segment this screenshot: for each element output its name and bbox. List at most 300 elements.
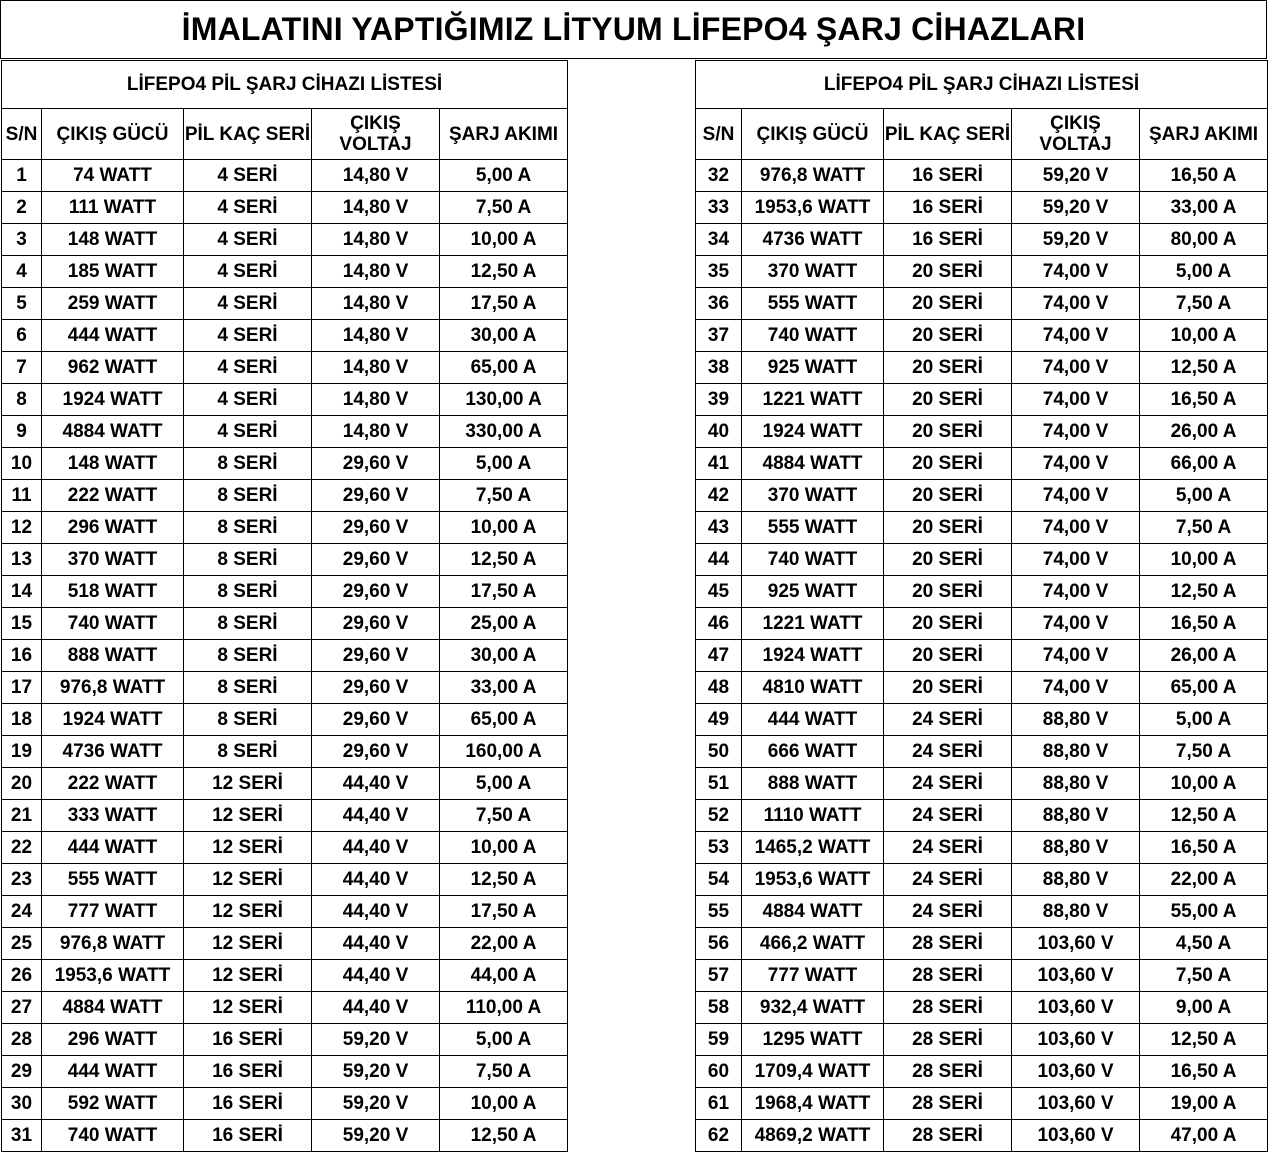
cell-charge-current: 47,00 A xyxy=(1140,1120,1268,1152)
table-row xyxy=(2,768,568,800)
cell-output-voltage: 29,60 V xyxy=(312,512,440,544)
table-row xyxy=(696,1024,1268,1056)
cell-cell-series: 12 SERİ xyxy=(184,960,312,992)
cell-sn: 52 xyxy=(696,800,742,832)
column-header-output-power: ÇIKIŞ GÜCÜ xyxy=(42,109,184,160)
column-header-output-voltage: ÇIKIŞ VOLTAJ xyxy=(1012,109,1140,160)
table-row xyxy=(2,480,568,512)
cell-output-power: 555 WATT xyxy=(42,864,184,896)
cell-output-power: 148 WATT xyxy=(42,224,184,256)
cell-cell-series: 12 SERİ xyxy=(184,928,312,960)
cell-output-voltage: 14,80 V xyxy=(312,384,440,416)
cell-output-voltage: 29,60 V xyxy=(312,576,440,608)
cell-cell-series: 20 SERİ xyxy=(884,352,1012,384)
cell-sn: 27 xyxy=(2,992,42,1024)
cell-charge-current: 12,50 A xyxy=(1140,800,1268,832)
cell-sn: 35 xyxy=(696,256,742,288)
table-row xyxy=(696,352,1268,384)
table-row xyxy=(2,256,568,288)
cell-sn: 12 xyxy=(2,512,42,544)
cell-output-voltage: 74,00 V xyxy=(1012,672,1140,704)
cell-output-voltage: 14,80 V xyxy=(312,224,440,256)
cell-charge-current: 7,50 A xyxy=(1140,736,1268,768)
table-row xyxy=(2,672,568,704)
cell-output-voltage: 103,60 V xyxy=(1012,960,1140,992)
cell-output-power: 444 WATT xyxy=(42,832,184,864)
cell-output-power: 1953,6 WATT xyxy=(742,864,884,896)
cell-output-power: 333 WATT xyxy=(42,800,184,832)
cell-output-power: 1924 WATT xyxy=(42,704,184,736)
cell-cell-series: 28 SERİ xyxy=(884,1024,1012,1056)
cell-sn: 58 xyxy=(696,992,742,1024)
cell-charge-current: 33,00 A xyxy=(440,672,568,704)
cell-cell-series: 28 SERİ xyxy=(884,928,1012,960)
cell-output-power: 962 WATT xyxy=(42,352,184,384)
cell-cell-series: 8 SERİ xyxy=(184,736,312,768)
cell-output-voltage: 29,60 V xyxy=(312,608,440,640)
cell-output-voltage: 59,20 V xyxy=(312,1024,440,1056)
cell-output-power: 111 WATT xyxy=(42,192,184,224)
cell-sn: 53 xyxy=(696,832,742,864)
table-row xyxy=(2,576,568,608)
cell-cell-series: 8 SERİ xyxy=(184,576,312,608)
cell-cell-series: 28 SERİ xyxy=(884,1056,1012,1088)
cell-output-voltage: 88,80 V xyxy=(1012,704,1140,736)
cell-charge-current: 5,00 A xyxy=(440,768,568,800)
cell-output-voltage: 74,00 V xyxy=(1012,512,1140,544)
cell-charge-current: 5,00 A xyxy=(440,1024,568,1056)
column-header-charge-current: ŞARJ AKIMI xyxy=(440,109,568,160)
cell-output-voltage: 74,00 V xyxy=(1012,352,1140,384)
column-header-sn: S/N xyxy=(696,109,742,160)
cell-sn: 19 xyxy=(2,736,42,768)
cell-charge-current: 10,00 A xyxy=(1140,768,1268,800)
column-header-cell-series: PİL KAÇ SERİ xyxy=(884,109,1012,160)
table-row xyxy=(696,224,1268,256)
cell-cell-series: 16 SERİ xyxy=(184,1056,312,1088)
cell-charge-current: 10,00 A xyxy=(440,1088,568,1120)
cell-cell-series: 24 SERİ xyxy=(884,704,1012,736)
cell-sn: 36 xyxy=(696,288,742,320)
table-row xyxy=(2,224,568,256)
cell-output-power: 444 WATT xyxy=(42,1056,184,1088)
cell-charge-current: 9,00 A xyxy=(1140,992,1268,1024)
cell-sn: 1 xyxy=(2,160,42,192)
table-row xyxy=(696,416,1268,448)
cell-charge-current: 44,00 A xyxy=(440,960,568,992)
cell-cell-series: 24 SERİ xyxy=(884,800,1012,832)
table-row xyxy=(696,256,1268,288)
cell-sn: 33 xyxy=(696,192,742,224)
cell-output-voltage: 44,40 V xyxy=(312,928,440,960)
cell-sn: 22 xyxy=(2,832,42,864)
cell-output-voltage: 14,80 V xyxy=(312,160,440,192)
cell-charge-current: 7,50 A xyxy=(440,1056,568,1088)
table-row xyxy=(696,928,1268,960)
column-header-charge-current: ŞARJ AKIMI xyxy=(1140,109,1268,160)
cell-output-power: 740 WATT xyxy=(42,608,184,640)
cell-output-voltage: 74,00 V xyxy=(1012,256,1140,288)
cell-sn: 29 xyxy=(2,1056,42,1088)
column-header-output-voltage: ÇIKIŞ VOLTAJ xyxy=(312,109,440,160)
cell-sn: 16 xyxy=(2,640,42,672)
cell-sn: 45 xyxy=(696,576,742,608)
cell-cell-series: 16 SERİ xyxy=(184,1120,312,1152)
cell-cell-series: 4 SERİ xyxy=(184,160,312,192)
cell-sn: 46 xyxy=(696,608,742,640)
cell-output-voltage: 74,00 V xyxy=(1012,448,1140,480)
cell-charge-current: 30,00 A xyxy=(440,640,568,672)
cell-charge-current: 7,50 A xyxy=(1140,512,1268,544)
cell-charge-current: 12,50 A xyxy=(440,864,568,896)
cell-output-voltage: 44,40 V xyxy=(312,800,440,832)
cell-output-voltage: 74,00 V xyxy=(1012,576,1140,608)
table-row xyxy=(2,704,568,736)
cell-output-power: 296 WATT xyxy=(42,512,184,544)
table-row xyxy=(696,864,1268,896)
cell-sn: 28 xyxy=(2,1024,42,1056)
cell-sn: 30 xyxy=(2,1088,42,1120)
cell-charge-current: 19,00 A xyxy=(1140,1088,1268,1120)
table-row xyxy=(2,512,568,544)
cell-cell-series: 20 SERİ xyxy=(884,416,1012,448)
cell-cell-series: 20 SERİ xyxy=(884,320,1012,352)
cell-charge-current: 7,50 A xyxy=(440,192,568,224)
cell-sn: 20 xyxy=(2,768,42,800)
cell-sn: 26 xyxy=(2,960,42,992)
table-row xyxy=(696,992,1268,1024)
table-row xyxy=(696,512,1268,544)
cell-output-power: 370 WATT xyxy=(742,256,884,288)
cell-output-power: 1465,2 WATT xyxy=(742,832,884,864)
cell-charge-current: 33,00 A xyxy=(1140,192,1268,224)
table-row xyxy=(2,992,568,1024)
cell-output-voltage: 44,40 V xyxy=(312,832,440,864)
cell-cell-series: 4 SERİ xyxy=(184,416,312,448)
cell-output-power: 555 WATT xyxy=(742,288,884,320)
cell-output-power: 666 WATT xyxy=(742,736,884,768)
table-row xyxy=(2,192,568,224)
cell-sn: 39 xyxy=(696,384,742,416)
table-row xyxy=(2,288,568,320)
cell-sn: 51 xyxy=(696,768,742,800)
cell-output-voltage: 59,20 V xyxy=(312,1120,440,1152)
table-row xyxy=(696,960,1268,992)
cell-charge-current: 30,00 A xyxy=(440,320,568,352)
table-row xyxy=(2,544,568,576)
cell-output-voltage: 88,80 V xyxy=(1012,800,1140,832)
cell-sn: 60 xyxy=(696,1056,742,1088)
cell-output-power: 976,8 WATT xyxy=(742,160,884,192)
cell-output-voltage: 59,20 V xyxy=(312,1088,440,1120)
cell-sn: 47 xyxy=(696,640,742,672)
cell-cell-series: 8 SERİ xyxy=(184,480,312,512)
cell-cell-series: 20 SERİ xyxy=(884,448,1012,480)
cell-charge-current: 7,50 A xyxy=(1140,288,1268,320)
cell-charge-current: 65,00 A xyxy=(1140,672,1268,704)
cell-cell-series: 16 SERİ xyxy=(184,1088,312,1120)
charger-table-left xyxy=(1,60,568,1152)
cell-charge-current: 22,00 A xyxy=(440,928,568,960)
cell-sn: 21 xyxy=(2,800,42,832)
cell-sn: 6 xyxy=(2,320,42,352)
table-row xyxy=(696,448,1268,480)
cell-cell-series: 12 SERİ xyxy=(184,992,312,1024)
cell-output-voltage: 103,60 V xyxy=(1012,928,1140,960)
table-row xyxy=(696,640,1268,672)
table-row xyxy=(696,1088,1268,1120)
table-row xyxy=(2,928,568,960)
cell-charge-current: 10,00 A xyxy=(440,832,568,864)
table-row xyxy=(2,416,568,448)
cell-charge-current: 16,50 A xyxy=(1140,1056,1268,1088)
cell-output-power: 518 WATT xyxy=(42,576,184,608)
cell-cell-series: 4 SERİ xyxy=(184,256,312,288)
cell-sn: 49 xyxy=(696,704,742,736)
cell-charge-current: 80,00 A xyxy=(1140,224,1268,256)
cell-cell-series: 20 SERİ xyxy=(884,480,1012,512)
cell-output-power: 976,8 WATT xyxy=(42,928,184,960)
cell-cell-series: 4 SERİ xyxy=(184,192,312,224)
cell-output-voltage: 44,40 V xyxy=(312,992,440,1024)
table-row xyxy=(2,384,568,416)
cell-output-voltage: 14,80 V xyxy=(312,320,440,352)
cell-charge-current: 26,00 A xyxy=(1140,416,1268,448)
table-row xyxy=(2,320,568,352)
cell-charge-current: 17,50 A xyxy=(440,576,568,608)
cell-output-power: 1221 WATT xyxy=(742,384,884,416)
cell-output-power: 4884 WATT xyxy=(742,448,884,480)
cell-output-power: 444 WATT xyxy=(42,320,184,352)
cell-output-voltage: 103,60 V xyxy=(1012,1024,1140,1056)
cell-cell-series: 8 SERİ xyxy=(184,544,312,576)
cell-cell-series: 8 SERİ xyxy=(184,640,312,672)
cell-output-power: 777 WATT xyxy=(42,896,184,928)
table-row xyxy=(2,448,568,480)
cell-charge-current: 7,50 A xyxy=(440,480,568,512)
table-row xyxy=(696,768,1268,800)
cell-charge-current: 10,00 A xyxy=(1140,544,1268,576)
cell-cell-series: 28 SERİ xyxy=(884,960,1012,992)
cell-output-power: 222 WATT xyxy=(42,480,184,512)
table-row xyxy=(2,1120,568,1152)
cell-charge-current: 22,00 A xyxy=(1140,864,1268,896)
cell-charge-current: 5,00 A xyxy=(440,448,568,480)
cell-output-power: 4884 WATT xyxy=(742,896,884,928)
cell-output-voltage: 44,40 V xyxy=(312,896,440,928)
cell-output-voltage: 74,00 V xyxy=(1012,320,1140,352)
cell-output-voltage: 29,60 V xyxy=(312,704,440,736)
cell-output-power: 925 WATT xyxy=(742,352,884,384)
cell-sn: 59 xyxy=(696,1024,742,1056)
cell-charge-current: 12,50 A xyxy=(440,256,568,288)
cell-sn: 15 xyxy=(2,608,42,640)
cell-sn: 2 xyxy=(2,192,42,224)
cell-sn: 25 xyxy=(2,928,42,960)
table-row xyxy=(2,1056,568,1088)
cell-cell-series: 8 SERİ xyxy=(184,448,312,480)
cell-output-power: 466,2 WATT xyxy=(742,928,884,960)
cell-charge-current: 26,00 A xyxy=(1140,640,1268,672)
table-row xyxy=(2,896,568,928)
cell-charge-current: 66,00 A xyxy=(1140,448,1268,480)
cell-charge-current: 5,00 A xyxy=(1140,480,1268,512)
cell-output-power: 1924 WATT xyxy=(42,384,184,416)
cell-charge-current: 7,50 A xyxy=(1140,960,1268,992)
cell-sn: 61 xyxy=(696,1088,742,1120)
cell-output-voltage: 88,80 V xyxy=(1012,896,1140,928)
table-row xyxy=(696,1120,1268,1152)
cell-output-power: 222 WATT xyxy=(42,768,184,800)
table-row xyxy=(696,736,1268,768)
cell-cell-series: 20 SERİ xyxy=(884,288,1012,320)
cell-charge-current: 16,50 A xyxy=(1140,160,1268,192)
cell-cell-series: 20 SERİ xyxy=(884,544,1012,576)
cell-cell-series: 24 SERİ xyxy=(884,896,1012,928)
cell-output-voltage: 59,20 V xyxy=(312,1056,440,1088)
table-row xyxy=(696,896,1268,928)
cell-output-power: 1110 WATT xyxy=(742,800,884,832)
table-row xyxy=(2,864,568,896)
cell-sn: 10 xyxy=(2,448,42,480)
cell-sn: 38 xyxy=(696,352,742,384)
cell-output-power: 740 WATT xyxy=(742,544,884,576)
cell-cell-series: 12 SERİ xyxy=(184,800,312,832)
cell-output-power: 370 WATT xyxy=(742,480,884,512)
cell-output-voltage: 14,80 V xyxy=(312,192,440,224)
cell-output-voltage: 74,00 V xyxy=(1012,544,1140,576)
cell-output-voltage: 14,80 V xyxy=(312,256,440,288)
cell-sn: 3 xyxy=(2,224,42,256)
cell-output-power: 185 WATT xyxy=(42,256,184,288)
table-row xyxy=(696,704,1268,736)
cell-cell-series: 4 SERİ xyxy=(184,288,312,320)
cell-charge-current: 5,00 A xyxy=(1140,256,1268,288)
cell-cell-series: 28 SERİ xyxy=(884,1120,1012,1152)
cell-sn: 9 xyxy=(2,416,42,448)
cell-output-power: 370 WATT xyxy=(42,544,184,576)
cell-output-power: 740 WATT xyxy=(742,320,884,352)
cell-charge-current: 12,50 A xyxy=(440,1120,568,1152)
cell-charge-current: 17,50 A xyxy=(440,288,568,320)
cell-output-power: 74 WATT xyxy=(42,160,184,192)
column-header-sn: S/N xyxy=(2,109,42,160)
cell-cell-series: 20 SERİ xyxy=(884,256,1012,288)
cell-cell-series: 20 SERİ xyxy=(884,384,1012,416)
cell-output-power: 932,4 WATT xyxy=(742,992,884,1024)
cell-output-power: 740 WATT xyxy=(42,1120,184,1152)
cell-cell-series: 12 SERİ xyxy=(184,832,312,864)
cell-output-power: 259 WATT xyxy=(42,288,184,320)
cell-sn: 13 xyxy=(2,544,42,576)
table-row xyxy=(2,640,568,672)
cell-cell-series: 24 SERİ xyxy=(884,832,1012,864)
cell-output-power: 976,8 WATT xyxy=(42,672,184,704)
cell-sn: 14 xyxy=(2,576,42,608)
cell-output-voltage: 44,40 V xyxy=(312,864,440,896)
cell-charge-current: 10,00 A xyxy=(440,224,568,256)
cell-cell-series: 24 SERİ xyxy=(884,736,1012,768)
cell-cell-series: 24 SERİ xyxy=(884,864,1012,896)
cell-charge-current: 330,00 A xyxy=(440,416,568,448)
cell-sn: 54 xyxy=(696,864,742,896)
charger-table-right xyxy=(695,60,1268,1152)
page-title: İMALATINI YAPTIĞIMIZ LİTYUM LİFEPO4 ŞARJ CİHAZLARI xyxy=(0,0,1267,59)
column-header-cell-series: PİL KAÇ SERİ xyxy=(184,109,312,160)
cell-sn: 44 xyxy=(696,544,742,576)
cell-output-voltage: 59,20 V xyxy=(1012,160,1140,192)
cell-output-voltage: 29,60 V xyxy=(312,448,440,480)
cell-cell-series: 28 SERİ xyxy=(884,1088,1012,1120)
cell-charge-current: 12,50 A xyxy=(1140,352,1268,384)
cell-cell-series: 20 SERİ xyxy=(884,608,1012,640)
cell-output-power: 1924 WATT xyxy=(742,640,884,672)
cell-cell-series: 16 SERİ xyxy=(184,1024,312,1056)
cell-cell-series: 8 SERİ xyxy=(184,512,312,544)
table-row xyxy=(696,800,1268,832)
cell-output-power: 888 WATT xyxy=(42,640,184,672)
cell-cell-series: 12 SERİ xyxy=(184,864,312,896)
table-row xyxy=(696,384,1268,416)
cell-charge-current: 10,00 A xyxy=(440,512,568,544)
cell-cell-series: 12 SERİ xyxy=(184,768,312,800)
cell-output-power: 1924 WATT xyxy=(742,416,884,448)
cell-charge-current: 16,50 A xyxy=(1140,832,1268,864)
cell-cell-series: 8 SERİ xyxy=(184,704,312,736)
cell-cell-series: 16 SERİ xyxy=(884,224,1012,256)
cell-charge-current: 55,00 A xyxy=(1140,896,1268,928)
cell-cell-series: 28 SERİ xyxy=(884,992,1012,1024)
cell-cell-series: 8 SERİ xyxy=(184,608,312,640)
cell-sn: 5 xyxy=(2,288,42,320)
cell-charge-current: 16,50 A xyxy=(1140,608,1268,640)
table-row xyxy=(696,544,1268,576)
table-row xyxy=(696,320,1268,352)
table-row xyxy=(696,832,1268,864)
cell-output-power: 925 WATT xyxy=(742,576,884,608)
cell-sn: 8 xyxy=(2,384,42,416)
table-row xyxy=(2,160,568,192)
table-row xyxy=(2,800,568,832)
cell-output-power: 1221 WATT xyxy=(742,608,884,640)
cell-charge-current: 160,00 A xyxy=(440,736,568,768)
cell-cell-series: 4 SERİ xyxy=(184,224,312,256)
cell-sn: 11 xyxy=(2,480,42,512)
cell-cell-series: 4 SERİ xyxy=(184,320,312,352)
cell-charge-current: 17,50 A xyxy=(440,896,568,928)
cell-cell-series: 24 SERİ xyxy=(884,768,1012,800)
cell-cell-series: 4 SERİ xyxy=(184,384,312,416)
cell-sn: 48 xyxy=(696,672,742,704)
table-row xyxy=(2,960,568,992)
cell-output-power: 777 WATT xyxy=(742,960,884,992)
cell-sn: 55 xyxy=(696,896,742,928)
cell-sn: 56 xyxy=(696,928,742,960)
cell-output-power: 4736 WATT xyxy=(742,224,884,256)
cell-output-voltage: 103,60 V xyxy=(1012,992,1140,1024)
cell-output-voltage: 103,60 V xyxy=(1012,1056,1140,1088)
table-row xyxy=(696,160,1268,192)
cell-output-power: 4869,2 WATT xyxy=(742,1120,884,1152)
cell-sn: 31 xyxy=(2,1120,42,1152)
cell-output-power: 592 WATT xyxy=(42,1088,184,1120)
cell-output-power: 4884 WATT xyxy=(42,992,184,1024)
cell-output-voltage: 74,00 V xyxy=(1012,480,1140,512)
cell-sn: 7 xyxy=(2,352,42,384)
cell-charge-current: 65,00 A xyxy=(440,352,568,384)
cell-charge-current: 5,00 A xyxy=(1140,704,1268,736)
cell-sn: 24 xyxy=(2,896,42,928)
